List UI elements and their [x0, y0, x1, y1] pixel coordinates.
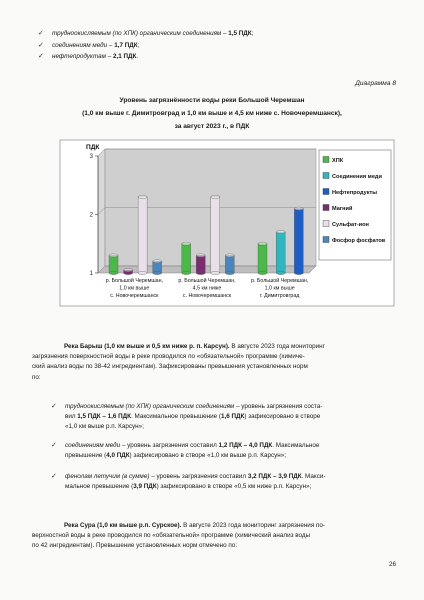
category-label: 4,5 км ниже: [192, 285, 222, 292]
page-number: 26: [388, 561, 396, 568]
exceedance-item: ✓ трудноокисляемым (по ХПК) органическим соединениям – 1,5 ПДК;: [38, 30, 254, 37]
exceedance-substance: соединениям меди: [52, 41, 108, 49]
exceedance-item: ✓ нефтепродуктам – 2,1 ПДК.: [38, 53, 139, 60]
text-run: – уровень загрязнения соста-: [234, 403, 323, 410]
legend-label: Сульфат-ион: [332, 222, 369, 228]
chart-title-line: Уровень загрязнённости воды реки Большой Черемшан: [119, 97, 305, 104]
text-run: по 42 ингредиентам). Превышение установленных норм отмечено по:: [32, 542, 238, 550]
text-run: загрязнения поверхностной воды в реке проводился по «обязательной» программе (химиче-: [32, 353, 305, 361]
text-run: Река Барыш (1,0 км выше и 0,5 км ниже р. п. Карсун).: [64, 343, 230, 350]
chart-title-line: (1,0 км выше г. Димитровград и 1,0 км выше и 4,5 км ниже с. Новочеремшанск),: [82, 110, 342, 117]
category-label: р. Большой Черемшан,: [178, 278, 236, 284]
text-run: – уровень загрязнения составил: [120, 442, 219, 449]
text-run: «1,0 км выше р.п. Карсун»;: [65, 423, 144, 431]
category-label: р. Большой Черемшан,: [105, 278, 163, 284]
checkmark-icon: ✓: [51, 442, 57, 449]
checklist-item: [51, 472, 397, 492]
bar-top-3-0: [124, 268, 133, 271]
bar-top-4-1: [211, 195, 220, 198]
exceedance-substance: нефтепродуктам: [52, 53, 106, 60]
y-tick-label: 2: [89, 212, 93, 219]
exceedance-value: 2,1 ПДК: [113, 53, 137, 60]
bar-top-0-2: [258, 242, 267, 245]
paragraph-line: [32, 521, 394, 531]
text-run: . Макси-: [301, 473, 326, 480]
bar-0-2: [258, 244, 267, 273]
category-label: с. Новочеремшанск: [182, 293, 232, 299]
checklist-line: [65, 412, 397, 422]
category-label: р. Большой Черемшан,: [251, 278, 309, 284]
diagram-label: Диаграмма 8: [355, 80, 396, 87]
bar-base-0-2: [258, 271, 267, 274]
checklist-line: [65, 451, 397, 461]
paragraph-barysh: [32, 342, 394, 383]
legend-label: Магний: [332, 206, 353, 212]
bar-base-3-1: [196, 271, 205, 274]
text-run: В августе 2023 года мониторинг: [229, 343, 325, 350]
text-run: ) зафиксировано в створе: [244, 413, 321, 421]
bar-5-1: [225, 255, 234, 273]
paragraph-line: [32, 342, 394, 352]
checklist-line: [65, 441, 397, 451]
text-run: 3,2 ПДК – 3,9 ПДК: [247, 473, 302, 480]
bar-base-2-2: [294, 271, 303, 274]
text-run: мальное превышение (: [65, 483, 134, 491]
text-run: по:: [32, 373, 41, 381]
legend-label: Соединения меди: [332, 174, 382, 180]
bar-base-4-0: [138, 271, 147, 274]
bar-base-5-0: [153, 271, 162, 274]
legend-swatch-5: [323, 237, 329, 243]
y-tick-label: 1: [89, 271, 93, 277]
paragraph-line: [32, 531, 394, 541]
text-run: . Максимальное превышение (: [131, 413, 222, 421]
text-run: фенолам летучим (в сумме): [65, 473, 150, 480]
exceedance-end: .: [136, 53, 139, 60]
checkmark-icon: ✓: [51, 403, 57, 410]
bar-base-5-1: [225, 271, 234, 274]
bar-base-0-0: [109, 271, 118, 274]
checklist-line: [65, 472, 397, 482]
text-run: трудноокисляемым (по ХПК) органическим соединениям: [65, 403, 235, 410]
checklist-item: [51, 402, 397, 433]
legend-swatch-4: [323, 221, 329, 227]
legend-label: Фосфор фосфатов: [332, 238, 386, 244]
text-run: верхностной воды в реке проводился по «обязательной» программе (химический анализ воды: [32, 532, 311, 540]
legend-swatch-0: [323, 157, 329, 163]
checkmark-icon: ✓: [38, 41, 44, 49]
category-label: 1,0 км выше: [264, 285, 295, 292]
checklist-line: [65, 482, 397, 492]
bar-top-2-2: [294, 207, 303, 210]
bar-top-5-0: [153, 260, 162, 263]
bar-top-4-0: [138, 195, 147, 198]
text-run: Река Сура (1,0 км выше р.п. Сурское).: [64, 522, 182, 529]
exceedance-value: 1,7 ПДК: [114, 41, 138, 49]
bar-0-0: [109, 255, 118, 273]
bar-top-0-0: [109, 254, 118, 257]
checkmark-icon: ✓: [51, 473, 57, 480]
legend-swatch-3: [323, 205, 329, 211]
text-run: 1,2 ПДК – 4,0 ПДК: [218, 442, 273, 449]
exceedance-value: 1,5 ПДК: [228, 30, 252, 37]
bar-1-2: [276, 232, 285, 273]
text-run: . Максимальное: [272, 442, 320, 449]
paragraph-line: [32, 352, 394, 362]
paragraph-line: [32, 373, 394, 383]
bar-4-1: [211, 197, 220, 273]
bar-base-0-1: [182, 271, 191, 274]
category-label: с. Новочеремшанск: [110, 293, 159, 299]
paragraph-sura: [32, 521, 394, 552]
bar-4-0: [138, 197, 147, 273]
text-run: 3,9 ПДК: [133, 483, 157, 491]
checklist-line: [65, 402, 397, 412]
text-run: В августе 2023 года мониторинг загрязнения по-: [181, 522, 325, 529]
text-run: ) зафиксировано в створе «1,0 км выше р.п. Карсун»;: [129, 452, 287, 460]
exceedance-item: ✓ соединениям меди – 1,7 ПДК;: [38, 41, 140, 49]
bar-3-1: [196, 255, 205, 273]
text-run: 1,6 ПДК: [221, 413, 245, 421]
exceedance-substance: трудноокисляемым (по ХПК) органическим соединениям: [52, 30, 222, 37]
text-run: соединениям меди: [65, 442, 121, 449]
bar-base-4-1: [211, 271, 220, 274]
text-run: вил: [65, 413, 78, 421]
checkmark-icon: ✓: [38, 30, 44, 37]
bar-top-1-2: [276, 230, 285, 233]
checklist-item: [51, 441, 397, 461]
bar-base-3-0: [124, 271, 133, 274]
category-label: г. Димитровград: [259, 293, 300, 299]
exceedance-end: ;: [251, 30, 254, 37]
legend-swatch-1: [323, 173, 329, 179]
bar-base-1-2: [276, 271, 285, 274]
text-run: – уровень загрязнения составил: [149, 473, 248, 480]
text-run: ) зафиксировано в створе «0,5 км ниже р.п. Карсун»;: [156, 483, 312, 491]
text-run: 1,5 ПДК – 1,6 ПДК: [77, 413, 132, 421]
bar-top-5-1: [225, 254, 234, 257]
category-label: 1,0 км выше: [119, 285, 150, 292]
paragraph-line: [32, 541, 394, 551]
legend-label: ХПК: [332, 158, 344, 164]
bar-top-3-1: [196, 254, 205, 257]
checklist-line: [65, 422, 397, 432]
y-tick-label: 3: [89, 154, 93, 160]
legend-label: Нефтепродукты: [332, 190, 378, 196]
text-run: ский анализ воды по 38-42 ингредиентам). Зафиксированы превышения установленных норм: [32, 363, 308, 371]
text-run: превышение (: [65, 452, 107, 460]
bar-0-1: [182, 244, 191, 273]
bar-2-2: [294, 209, 303, 273]
chart-title-line: за август 2023 г., в ПДК: [174, 123, 250, 130]
exceedance-end: ;: [137, 41, 140, 49]
text-run: 4,0 ПДК: [106, 452, 130, 460]
paragraph-line: [32, 362, 394, 372]
legend-swatch-2: [323, 189, 329, 195]
y-axis-label: ПДК: [86, 144, 100, 151]
bar-top-0-1: [182, 242, 191, 245]
checkmark-icon: ✓: [38, 53, 44, 60]
